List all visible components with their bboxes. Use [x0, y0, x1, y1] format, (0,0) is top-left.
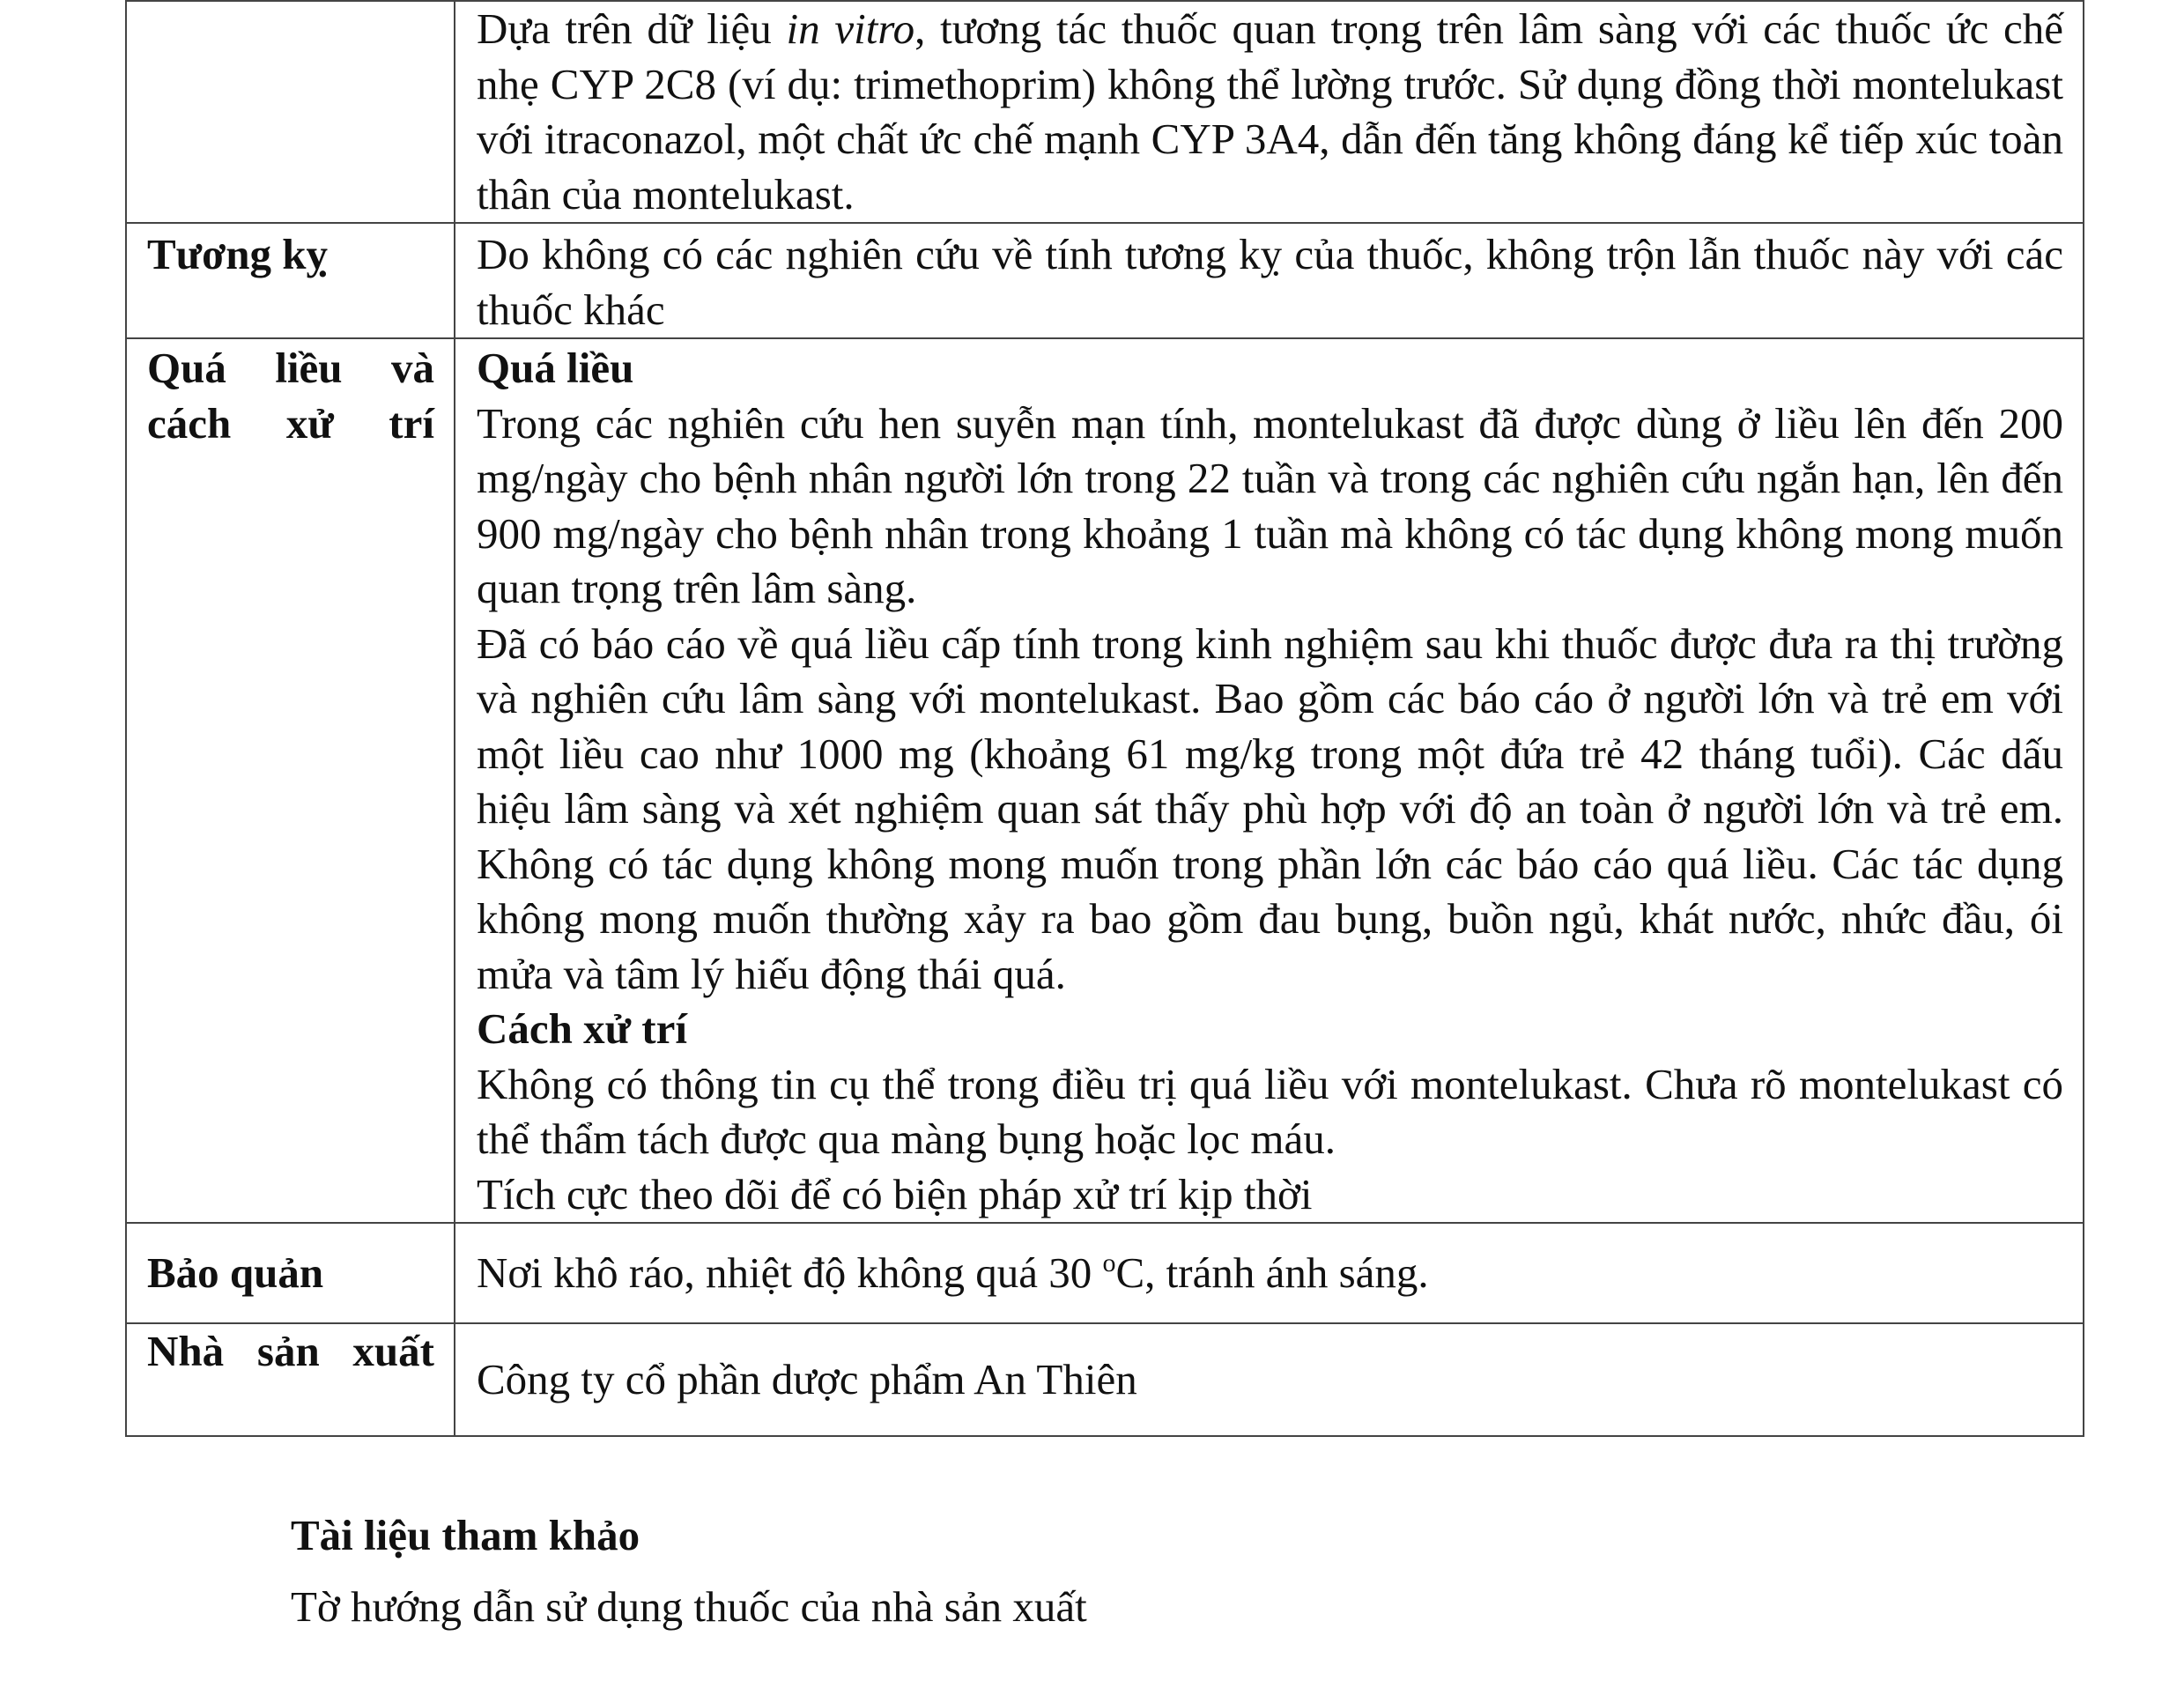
table-row-manufacturer [126, 1323, 2084, 1436]
references-title: Tài liệu tham khảo [291, 1511, 640, 1559]
in-vitro-italic: in vitro [786, 4, 915, 53]
management-paragraph-2: Tích cực theo dõi để có biện pháp xử trí kịp thời [477, 1169, 1313, 1218]
management-heading: Cách xử trí [477, 1004, 687, 1053]
incompatibility-cell [455, 223, 2084, 338]
manufacturer-cell [455, 1323, 2084, 1436]
table-row-storage [126, 1223, 2084, 1323]
table-row-incompatibility [126, 223, 2084, 338]
interactions-cell [455, 1, 2084, 223]
references-section [291, 1508, 1087, 1634]
table-row-interactions [126, 1, 2084, 223]
manufacturer-text: Công ty cổ phần dược phẩm An Thiên [477, 1354, 1137, 1403]
overdose-cell [455, 338, 2084, 1223]
management-paragraph-1: Không có thông tin cụ thể trong điều trị quá liều với montelukast. Chưa rõ montelukast có thể thẩm tách được qua màng bụng hoặc lọc máu. [477, 1059, 2063, 1163]
manufacturer-label: Nhà sản xuất [126, 1323, 455, 1436]
references-item: Tờ hướng dẫn sử dụng thuốc của nhà sản xuất [291, 1581, 1087, 1631]
storage-text-start: Nơi khô ráo, nhiệt độ không quá 30 [477, 1248, 1103, 1297]
interactions-text-rest: , tương tác thuốc quan trọng trên lâm sàng với các thuốc ức chế nhẹ CYP 2C8 (ví dụ: trimethoprim) không thể lường trước. Sử dụng đồng thời montelukast với itraconazol, một chất ức chế mạnh CYP 3A4, dẫn đến tăng không đáng kể tiếp xúc toàn thân của montelukast. [477, 4, 2064, 218]
interactions-paragraph [477, 2, 2063, 222]
overdose-heading: Quá liều [477, 344, 634, 392]
overdose-paragraph-2: Đã có báo cáo về quá liều cấp tính trong kinh nghiệm sau khi thuốc được đưa ra thị trường và nghiên cứu lâm sàng với montelukast. Bao gồm các báo cáo ở người lớn và trẻ em với một liều cao như 1000 mg (khoảng 61 mg/kg trong một đứa trẻ 42 tháng tuổi). Các dấu hiệu lâm sàng và xét nghiệm quan sát thấy phù hợp với độ an toàn ở người lớn và trẻ em. Không có tác dụng không mong muốn trong phần lớn các báo cáo quá liều. Các tác dụng không mong muốn thường xảy ra bao gồm đau bụng, buồn ngủ, khát nước, nhức đầu, ói mửa và tâm lý hiếu động thái quá. [477, 618, 2063, 998]
incompatibility-label: Tương kỵ [126, 223, 455, 338]
overdose-paragraph-1: Trong các nghiên cứu hen suyễn mạn tính, montelukast đã được dùng ở liều lên đến 200 mg/ngày cho bệnh nhân người lớn trong 22 tuần và trong các nghiên cứu ngắn hạn, lên đến 900 mg/ngày cho bệnh nhân trong khoảng 1 tuần mà không có tác dụng không mong muốn quan trọng trên lâm sàng. [477, 398, 2063, 612]
storage-label: Bảo quản [126, 1223, 455, 1323]
incompatibility-text: Do không có các nghiên cứu về tính tương kỵ của thuốc, không trộn lẫn thuốc này với các thuốc khác [477, 230, 2063, 334]
storage-text-end: C, tránh ánh sáng. [1115, 1248, 1429, 1297]
table-row-overdose [126, 338, 2084, 1223]
interactions-text-start: Dựa trên dữ liệu [477, 4, 787, 53]
degree-superscript: o [1102, 1248, 1116, 1277]
overdose-label: Quá liều và cách xử trí [126, 338, 455, 1223]
storage-cell [455, 1223, 2084, 1323]
empty-label-cell [126, 1, 455, 223]
storage-text [477, 1246, 2063, 1301]
drug-info-table [125, 0, 2084, 1437]
